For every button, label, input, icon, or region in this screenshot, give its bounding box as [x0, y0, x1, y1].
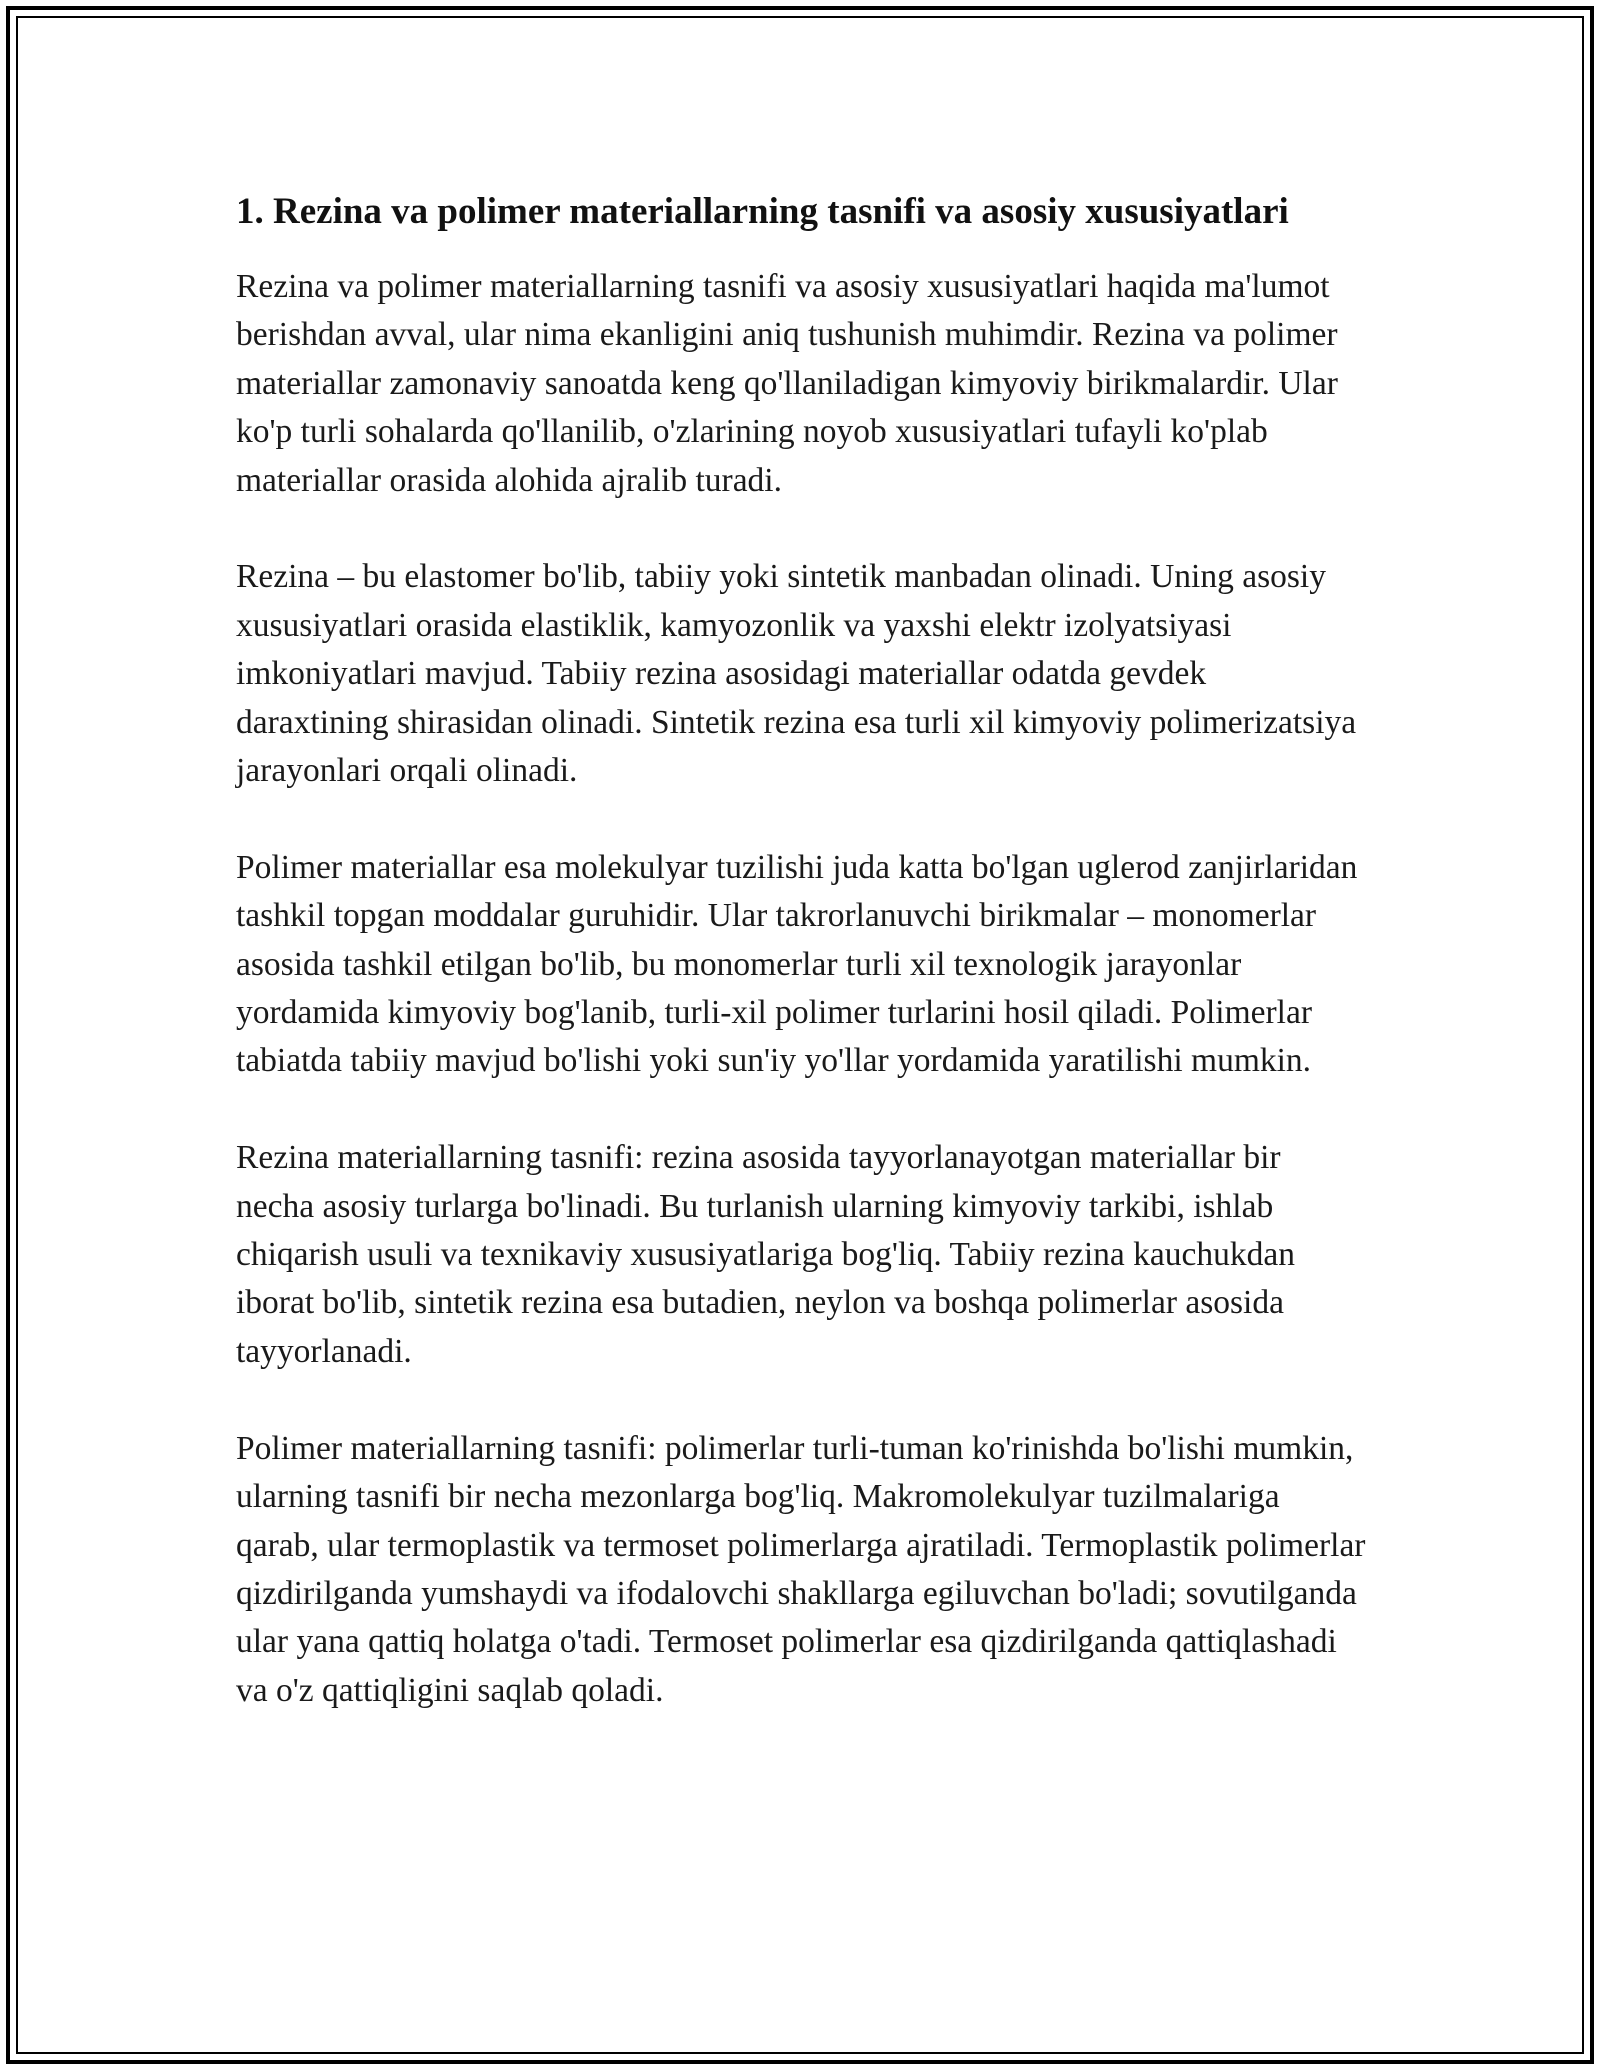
paragraph: Rezina materiallarning tasnifi: rezina asosida tayyorlanayotgan materiallar bir necha asosiy turlarga bo'linadi. Bu turlanish ularning kimyoviy tarkibi, ishlab chiqarish usuli va texnikaviy xususiyatlariga bog'liq. Tabiiy rezina kauchukdan iborat bo'lib, sintetik rezina esa butadien, neylon va boshqa polimerlar asosida tayyorlanadi. — [236, 1139, 1295, 1370]
paragraph: Rezina va polimer materiallarning tasnifi va asosiy xususiyatlari haqida ma'lumot berishdan avval, ular nima ekanligini aniq tushunish muhimdir. Rezina va polimer materiallar zamonaviy sanoatda keng qo'llaniladigan kimyoviy birikmalardir. Ular ko'p turli sohalarda qo'llanilib, o'zlarining noyob xususiyatlari tufayli ko'plab materiallar orasida alohida ajralib turadi. — [236, 268, 1338, 499]
document-body — [236, 184, 1366, 1764]
section-heading: 1. Rezina va polimer materiallarning tasnifi va asosiy xususiyatlari — [236, 191, 1289, 232]
paragraph: Polimer materiallar esa molekulyar tuzilishi juda katta bo'lgan uglerod zanjirlaridan tashkil topgan moddalar guruhidir. Ular takrorlanuvchi birikmalar – monomerlar asosida tashkil etilgan bo'lib, bu monomerlar turli xil texnologik jarayonlar yordamida kimyoviy bog'lanib, turli-xil polimer turlarini hosil qiladi. Polimerlar tabiatda tabiiy mavjud bo'lishi yoki sun'iy yo'llar yordamida yaratilishi mumkin. — [236, 848, 1358, 1080]
paragraph: Polimer materiallarning tasnifi: polimerlar turli-tuman ko'rinishda bo'lishi mumkin, ularning tasnifi bir necha mezonlarga bog'liq. Makromolekulyar tuzilmalariga qarab, ular termoplastik va termoset polimerlarga ajratiladi. Termoplastik polimerlar qizdirilganda yumshaydi va ifodalovchi shakllarga egiluvchan bo'ladi; sovutilganda ular yana qattiq holatga o'tadi. Termoset polimerlar esa qizdirilganda qattiqlashadi va o'z qattiqligini saqlab qoladi. — [236, 1429, 1366, 1709]
paragraph: Rezina – bu elastomer bo'lib, tabiiy yoki sintetik manbadan olinadi. Uning asosiy xususiyatlari orasida elastiklik, kamyozonlik va yaxshi elektr izolyatsiyasi imkoniyatlari mavjud. Tabiiy rezina asosidagi materiallar odatda gevdek daraxtining shirasidan olinadi. Sintetik rezina esa turli xil kimyoviy polimerizatsiya jarayonlari orqali olinadi. — [236, 558, 1357, 790]
